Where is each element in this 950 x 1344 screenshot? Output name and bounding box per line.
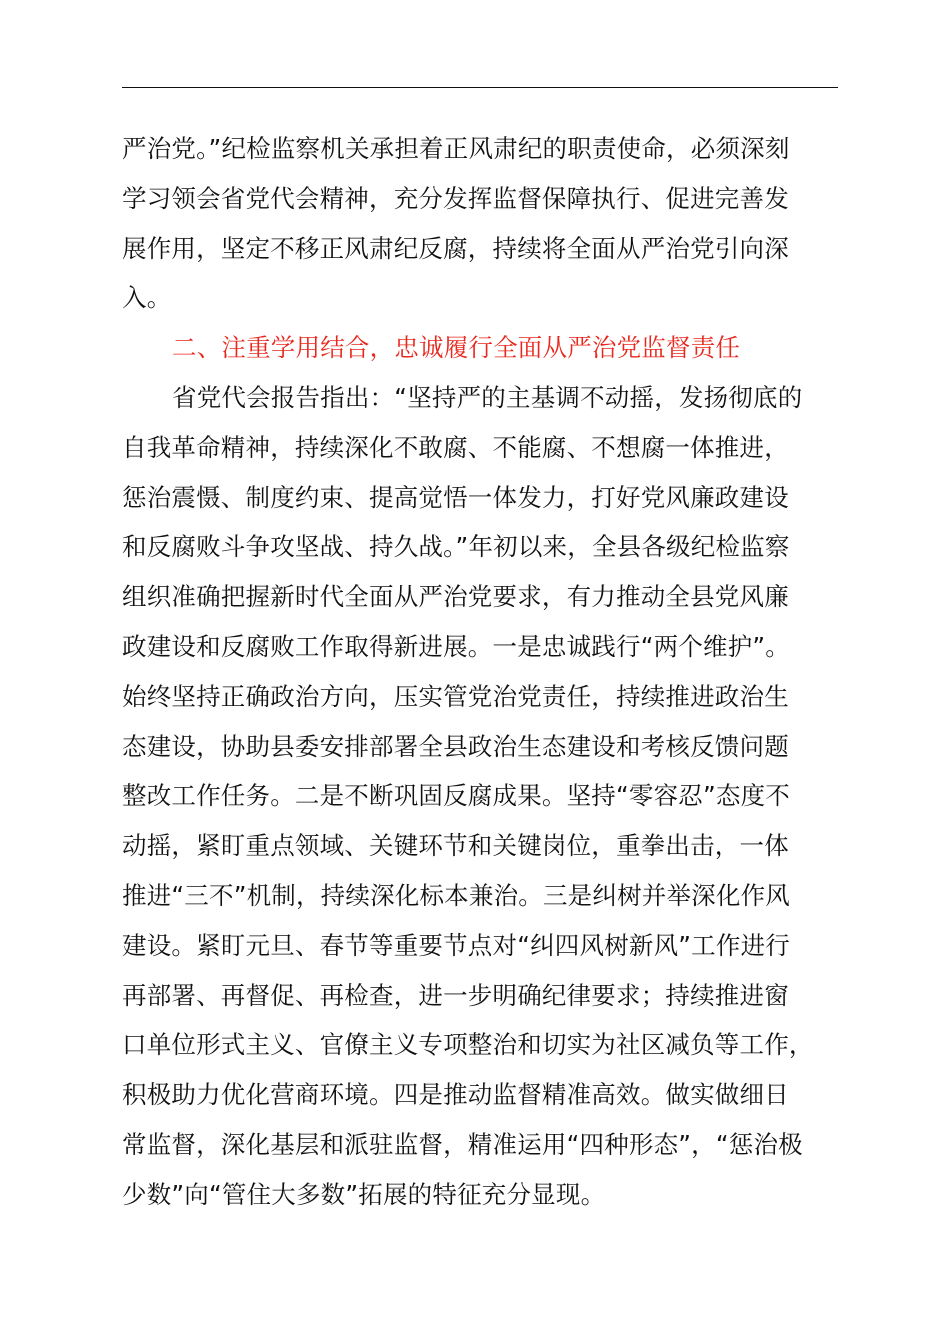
paragraph-line: 整改工作任务。二是不断巩固反腐成果。坚持“零容忍”态度不 xyxy=(122,781,790,811)
paragraph-line: 组织准确把握新时代全面从严治党要求，有力推动全县党风廉 xyxy=(122,582,789,612)
paragraph-line: 入。 xyxy=(122,283,172,313)
paragraph-line: 严治党。”纪检监察机关承担着正风肃纪的职责使命，必须深刻 xyxy=(122,134,790,163)
header-rule xyxy=(122,87,838,88)
paragraph-line: 政建设和反腐败工作取得新进展。一是忠诚践行“两个维护”。 xyxy=(122,631,790,661)
paragraph-line: 推进“三不”机制，持续深化标本兼治。三是纠树并举深化作风 xyxy=(122,880,790,910)
paragraph-line: 和反腐败斗争攻坚战、持久战。”年初以来，全县各级纪检监察 xyxy=(122,532,790,562)
section-heading: 二、注重学用结合，忠诚履行全面从严治党监督责任 xyxy=(172,333,741,363)
paragraph-line: 自我革命精神，持续深化不敢腐、不能腐、不想腐一体推进， xyxy=(122,432,789,462)
paragraph-line: 惩治震慑、制度约束、提高觉悟一体发力，打好党风廉政建设 xyxy=(122,482,789,512)
document-body xyxy=(122,124,852,1220)
paragraph-line: 少数”向“管住大多数”拓展的特征充分显现。 xyxy=(122,1179,606,1209)
paragraph-line: 再部署、再督促、再检查，进一步明确纪律要求；持续推进窗 xyxy=(122,980,789,1010)
paragraph-line: 动摇，紧盯重点领域、关键环节和关键岗位，重拳出击，一体 xyxy=(122,831,789,861)
paragraph-line: 始终坚持正确政治方向，压实管党治党责任，持续推进政治生 xyxy=(122,681,789,711)
paragraph-line: 省党代会报告指出：“坚持严的主基调不动摇，发扬彻底的 xyxy=(172,382,803,412)
paragraph-line: 态建设，协助县委安排部署全县政治生态建设和考核反馈问题 xyxy=(122,731,789,761)
paragraph-line: 展作用，坚定不移正风肃纪反腐，持续将全面从严治党引向深 xyxy=(122,233,789,263)
paragraph-line: 常监督，深化基层和派驻监督，精准运用“四种形态”，“惩治极 xyxy=(122,1129,803,1159)
paragraph-line: 建设。紧盯元旦、春节等重要节点对“纠四风树新风”工作进行 xyxy=(122,930,790,960)
paragraph-line: 学习领会省党代会精神，充分发挥监督保障执行、促进完善发 xyxy=(122,183,789,213)
paragraph-line: 积极助力优化营商环境。四是推动监督精准高效。做实做细日 xyxy=(122,1080,789,1110)
paragraph-line: 口单位形式主义、官僚主义专项整治和切实为社区减负等工作， xyxy=(122,1030,814,1060)
